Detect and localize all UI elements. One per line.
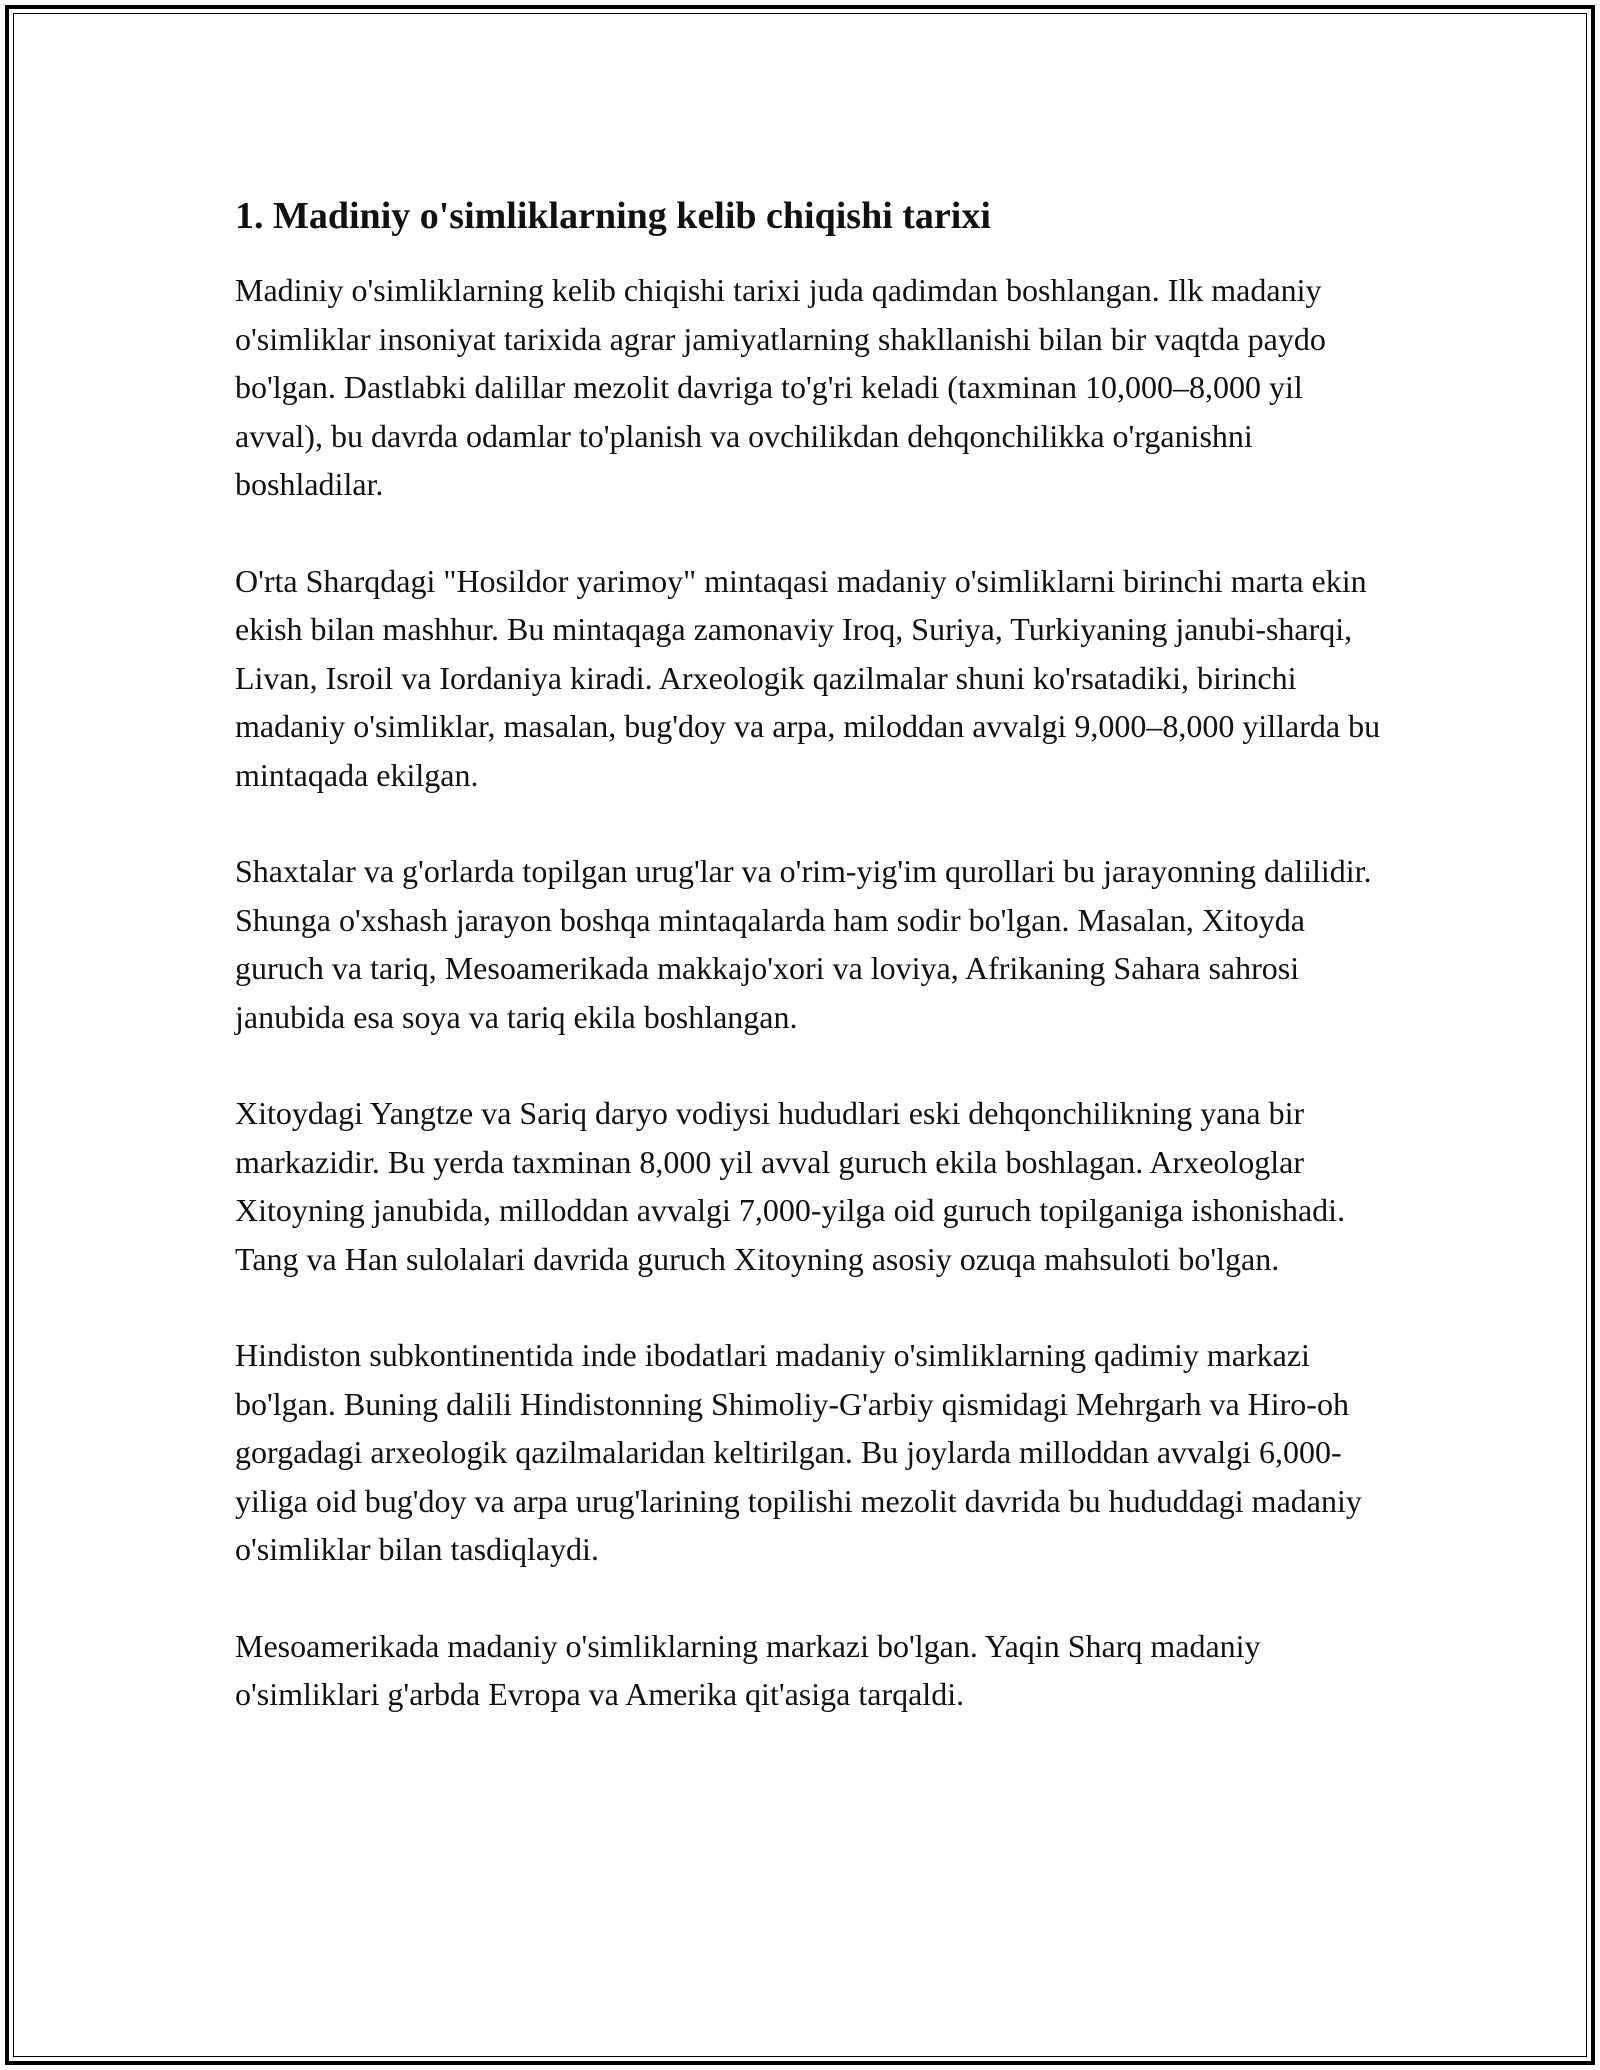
paragraph-5: Hindiston subkontinentida inde ibodatlari madaniy o'simliklarning qadimiy markazi bo'lgan. Buning dalili Hindistonning Shimoliy-G'arbiy qismidagi Mehrgarh va Hiro-oh gorgadagi arxeologik qazilmalaridan keltirilgan. Bu joylarda milloddan avvalgi 6,000-yiliga oid bug'doy va arpa urug'larining topilishi mezolit davrida bu hududdagi madaniy o'simliklar bilan tasdiqlaydi.	[235, 1337, 1362, 1567]
paragraph-4: Xitoydagi Yangtze va Sariq daryo vodiysi hududlari eski dehqonchilikning yana bir markazidir. Bu yerda taxminan 8,000 yil avval guruch ekila boshlagan. Arxeologlar Xitoyning janubida, milloddan avvalgi 7,000-yilga oid guruch topilganiga ishonishadi. Tang va Han sulolalari davrida guruch Xitoyning asosiy ozuqa mahsuloti bo'lgan.	[235, 1095, 1346, 1277]
paragraph-1: Madiniy o'simliklarning kelib chiqishi tarixi juda qadimdan boshlangan. Ilk madaniy o'simliklar insoniyat tarixida agrar jamiyatlarning shakllanishi bilan bir vaqtda paydo bo'lgan. Dastlabki dalillar mezolit davriga to'g'ri keladi (taxminan 10,000–8,000 yil avval), bu davrda odamlar to'planish va ovchilikdan dehqonchilikka o'rganishni boshladilar.	[235, 272, 1326, 502]
document-body	[235, 188, 1385, 1767]
section-heading: 1. Madiniy o'simliklarning kelib chiqishi tarixi	[235, 195, 991, 237]
paragraph-2: O'rta Sharqdagi "Hosildor yarimoy" mintaqasi madaniy o'simliklarni birinchi marta ekin ekish bilan mashhur. Bu mintaqaga zamonaviy Iroq, Suriya, Turkiyaning janubi-sharqi, Livan, Isroil va Iordaniya kiradi. Arxeologik qazilmalar shuni ko'rsatadiki, birinchi madaniy o'simliklar, masalan, bug'doy va arpa, miloddan avvalgi 9,000–8,000 yillarda bu mintaqada ekilgan.	[235, 562, 1381, 793]
paragraph-3: Shaxtalar va g'orlarda topilgan urug'lar va o'rim-yig'im qurollari bu jarayonning dalilidir. Shunga o'xshash jarayon boshqa mintaqalarda ham sodir bo'lgan. Masalan, Xitoyda guruch va tariq, Mesoamerikada makkajo'xori va loviya, Afrikaning Sahara sahrosi janubida esa soya va tariq ekila boshlangan.	[235, 853, 1372, 1035]
paragraph-6: Mesoamerikada madaniy o'simliklarning markazi bo'lgan. Yaqin Sharq madaniy o'simliklari g'arbda Evropa va Amerika qit'asiga tarqaldi.	[235, 1627, 1261, 1712]
